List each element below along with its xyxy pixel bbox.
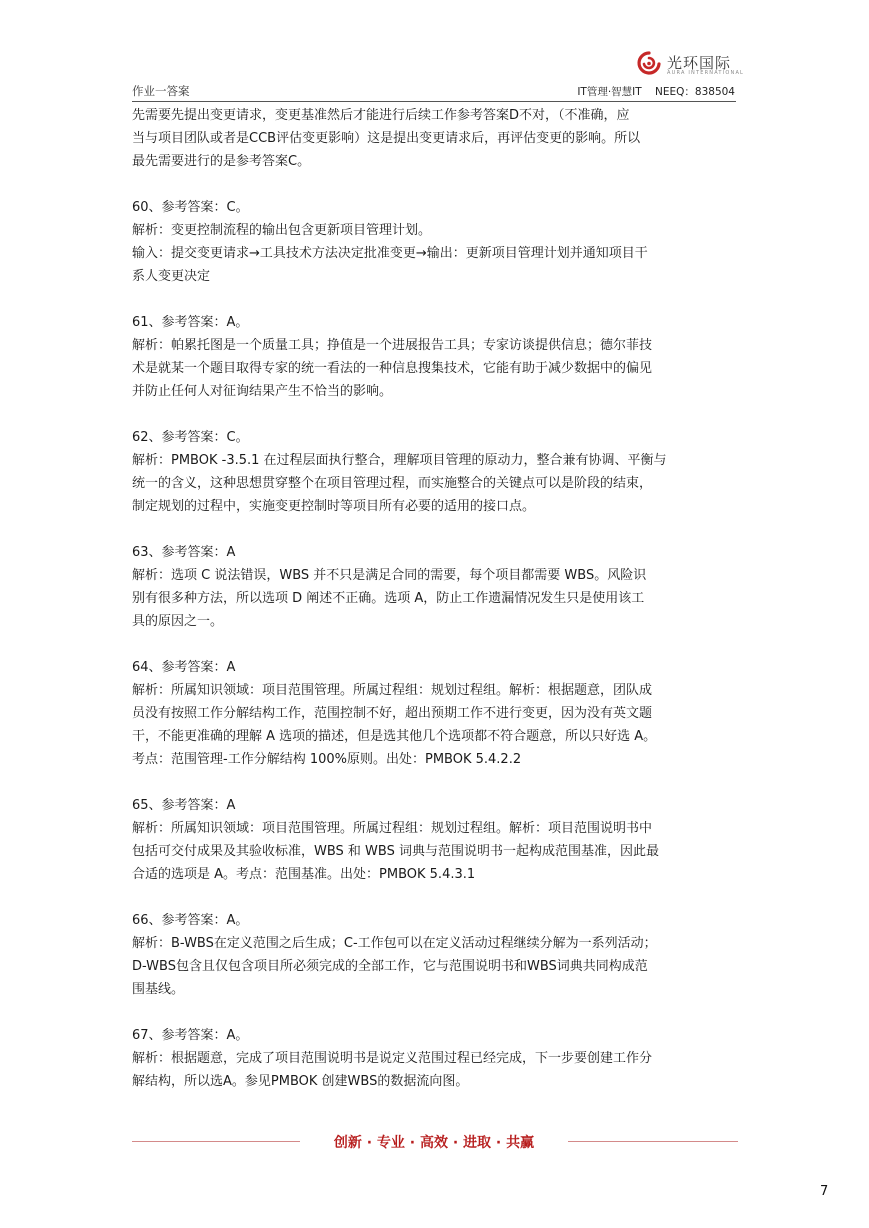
answer-heading: 61、参考答案：A。: [132, 315, 249, 330]
footer-divider-left: [132, 1141, 300, 1142]
text-line: 系人变更决定: [132, 269, 211, 284]
text-line: 解析：根据题意，完成了项目范围说明书是说定义范围过程已经完成，下一步要创建工作分: [132, 1051, 653, 1066]
intro-paragraph: [132, 104, 738, 173]
header-divider: [132, 101, 736, 102]
answer-heading: 63、参考答案：A: [132, 545, 236, 560]
text-line: 合适的选项是 A。考点：范围基准。出处：PMBOK 5.4.3.1: [132, 867, 476, 882]
text-line: 制定规划的过程中，实施变更控制时等项目所有必要的适用的接口点。: [132, 499, 536, 514]
answer-67: [132, 1024, 738, 1093]
text-line: 先需要先提出变更请求，变更基准然后才能进行后续工作参考答案D不对，（不准确，应: [132, 108, 630, 123]
answer-66: [132, 909, 738, 1001]
text-line: 考点：范围管理-工作分解结构 100%原则。出处：PMBOK 5.4.2.2: [132, 752, 522, 767]
header-info: [577, 84, 735, 99]
text-line: 解析：所属知识领域：项目范围管理。所属过程组：规划过程组。解析：项目范围说明书中: [132, 821, 653, 836]
text-line: 统一的含义，这种思想贯穿整个在项目管理过程，而实施整合的关键点可以是阶段的结束，: [132, 476, 653, 491]
text-line: 员没有按照工作分解结构工作，范围控制不好，超出预期工作不进行变更，因为没有英文题: [132, 706, 653, 721]
answer-heading: 60、参考答案：C。: [132, 200, 249, 215]
logo-chinese-name: 光环国际: [667, 54, 732, 72]
text-line: 输入：提交变更请求→工具技术方法决定批准变更→输出：更新项目管理计划并通知项目干: [132, 246, 648, 261]
text-line: 解析：所属知识领域：项目范围管理。所属过程组：规划过程组。解析：根据题意，团队成: [132, 683, 653, 698]
document-body: [132, 104, 738, 1116]
answer-heading: 65、参考答案：A: [132, 798, 236, 813]
logo-swirl-icon: [636, 50, 662, 76]
text-line: 解析：B-WBS在定义范围之后生成；C-工作包可以在定义活动过程继续分解为一系列活动；: [132, 936, 657, 951]
text-line: 具的原因之一。: [132, 614, 224, 629]
text-line: 最先需要进行的是参考答案C。: [132, 154, 311, 169]
text-line: 解析：选项 C 说法错误，WBS 并不只是满足合同的需要，每个项目都需要 WBS。风险识: [132, 568, 647, 583]
answer-64: [132, 656, 738, 771]
text-line: 包括可交付成果及其验收标准，WBS 和 WBS 词典与范围说明书一起构成范围基准，因此最: [132, 844, 659, 859]
page-number: 7: [820, 1184, 829, 1199]
footer-divider-right: [568, 1141, 738, 1142]
document-title: 作业一答案: [132, 84, 190, 98]
text-line: 并防止任何人对征询结果产生不恰当的影响。: [132, 384, 393, 399]
answer-heading: 67、参考答案：A。: [132, 1028, 249, 1043]
answer-heading: 66、参考答案：A。: [132, 913, 249, 928]
text-line: 解析：帕累托图是一个质量工具；挣值是一个进展报告工具；专家访谈提供信息；德尔菲技: [132, 338, 653, 353]
header-slogan: IT管理·智慧IT: [577, 86, 642, 98]
footer-slogan: 创新 · 专业 · 高效 · 进取 · 共赢: [333, 1135, 535, 1151]
text-line: 干，不能更准确的理解 A 选项的描述，但是选其他几个选项都不符合题意，所以只好选 A。: [132, 729, 657, 744]
company-logo: [636, 50, 745, 80]
text-line: 术是就某一个题目取得专家的统一看法的一种信息搜集技术，它能有助于减少数据中的偏见: [132, 361, 653, 376]
text-line: 解析：变更控制流程的输出包含更新项目管理计划。: [132, 223, 432, 238]
text-line: 解结构，所以选A。参见PMBOK 创建WBS的数据流向图。: [132, 1074, 469, 1089]
answer-62: [132, 426, 738, 518]
answer-63: [132, 541, 738, 633]
answer-heading: 62、参考答案：C。: [132, 430, 249, 445]
answer-65: [132, 794, 738, 886]
text-line: 围基线。: [132, 982, 185, 997]
answer-heading: 64、参考答案：A: [132, 660, 236, 675]
answer-61: [132, 311, 738, 403]
text-line: 解析：PMBOK -3.5.1 在过程层面执行整合，理解项目管理的原动力，整合兼有协调、平衡与: [132, 453, 667, 468]
header-stock-code: NEEQ：838504: [655, 86, 735, 98]
answer-60: [132, 196, 738, 288]
logo-english-name: AURA INTERNATIONAL: [667, 70, 745, 76]
text-line: 当与项目团队或者是CCB评估变更影响）这是提出变更请求后，再评估变更的影响。所以: [132, 131, 641, 146]
text-line: D-WBS包含且仅包含项目所必须完成的全部工作，它与范围说明书和WBS词典共同构成范: [132, 959, 648, 974]
text-line: 别有很多种方法，所以选项 D 阐述不正确。选项 A，防止工作遗漏情况发生只是使用该工: [132, 591, 645, 606]
